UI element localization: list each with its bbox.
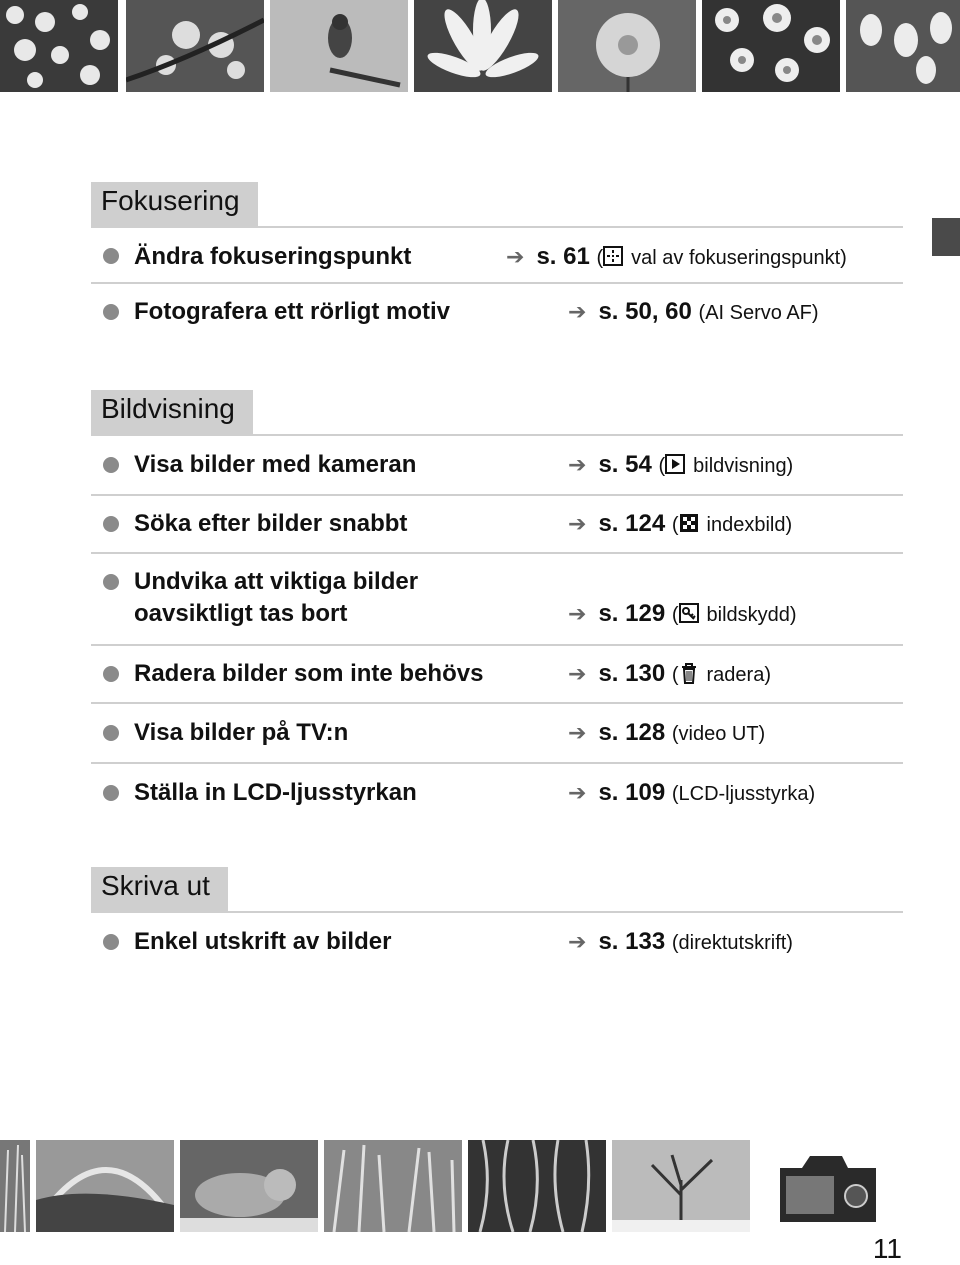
list-item	[91, 704, 903, 764]
bullet-icon	[103, 934, 119, 950]
section-title: Bildvisning	[91, 390, 253, 434]
page-reference: ➔ s. 133 (direktutskrift)	[568, 928, 793, 955]
section-fokusering	[91, 182, 903, 340]
cat-photo	[180, 1140, 318, 1232]
page-reference: ➔ s. 50, 60 (AI Servo AF)	[568, 298, 819, 325]
item-label: Visa bilder med kameran	[134, 451, 417, 478]
list-item	[91, 913, 903, 971]
item-label-line2: oavsiktligt tas bort	[134, 600, 348, 627]
page-reference: ➔ s. 61 ( val av fokuseringspunkt)	[506, 243, 847, 270]
camera-back-photo	[772, 1140, 884, 1232]
playback-icon	[665, 453, 685, 475]
rainbow-landscape-photo	[36, 1140, 174, 1232]
arrow-icon: ➔	[568, 601, 587, 626]
flower-photo	[0, 0, 118, 92]
snowy-tree-photo	[612, 1140, 750, 1232]
bullet-icon	[103, 666, 119, 682]
arrow-icon: ➔	[568, 299, 587, 324]
page-reference: ➔ s. 54 ( bildvisning)	[568, 451, 794, 478]
item-label: Visa bilder på TV:n	[134, 719, 349, 746]
grass-photo	[0, 1140, 30, 1232]
list-item	[91, 228, 903, 284]
bullet-icon	[103, 304, 119, 320]
protect-key-icon	[679, 602, 699, 624]
arrow-icon: ➔	[568, 511, 587, 536]
section-title: Skriva ut	[91, 867, 228, 911]
page-reference: ➔ s. 128 (video UT)	[568, 719, 766, 746]
tulips-photo	[846, 0, 960, 92]
section-skriva-ut	[91, 867, 903, 971]
list-item	[91, 764, 903, 822]
arrow-icon: ➔	[568, 661, 587, 686]
reeds-photo	[324, 1140, 462, 1232]
bottom-photo-strip	[0, 1140, 960, 1235]
daisies-photo	[702, 0, 840, 92]
section-header	[91, 867, 903, 913]
tree-bark-photo	[468, 1140, 606, 1232]
list-item	[91, 554, 903, 646]
list-item	[91, 284, 903, 340]
list-item	[91, 436, 903, 496]
arrow-icon: ➔	[568, 452, 587, 477]
bullet-icon	[103, 785, 119, 801]
af-point-icon	[603, 245, 623, 267]
page-reference: ➔ s. 129 ( bildskydd)	[568, 600, 797, 627]
list-item	[91, 646, 903, 704]
item-label: Ändra fokuseringspunkt	[134, 243, 412, 270]
dandelion-photo	[558, 0, 696, 92]
magnolia-photo	[414, 0, 552, 92]
arrow-icon: ➔	[568, 929, 587, 954]
page-reference: ➔ s. 130 ( radera)	[568, 660, 771, 687]
item-label: Radera bilder som inte behövs	[134, 660, 484, 687]
item-label: Ställa in LCD-ljusstyrkan	[134, 779, 417, 806]
arrow-icon: ➔	[568, 780, 587, 805]
kingfisher-photo	[270, 0, 408, 92]
item-label-line1: Undvika att viktiga bilder	[134, 568, 419, 595]
bullet-icon	[103, 574, 119, 590]
list-item	[91, 496, 903, 554]
bullet-icon	[103, 248, 119, 264]
section-header	[91, 182, 903, 228]
item-label: Söka efter bilder snabbt	[134, 510, 408, 537]
bullet-icon	[103, 457, 119, 473]
page-number: 11	[872, 1233, 902, 1264]
index-icon	[679, 512, 699, 534]
bullet-icon	[103, 725, 119, 741]
section-title: Fokusering	[91, 182, 258, 226]
bullet-icon	[103, 516, 119, 532]
page-reference: ➔ s. 109 (LCD-ljusstyrka)	[568, 779, 816, 806]
item-label: Fotografera ett rörligt motiv	[134, 298, 451, 325]
section-bildvisning	[91, 390, 903, 822]
blossom-photo	[126, 0, 264, 92]
page-reference: ➔ s. 124 ( indexbild)	[568, 510, 793, 537]
arrow-icon: ➔	[506, 244, 525, 269]
section-header	[91, 390, 903, 436]
trash-icon	[679, 662, 699, 684]
chapter-tab	[932, 218, 960, 256]
top-photo-strip	[0, 0, 960, 95]
item-label: Enkel utskrift av bilder	[134, 928, 392, 955]
arrow-icon: ➔	[568, 720, 587, 745]
